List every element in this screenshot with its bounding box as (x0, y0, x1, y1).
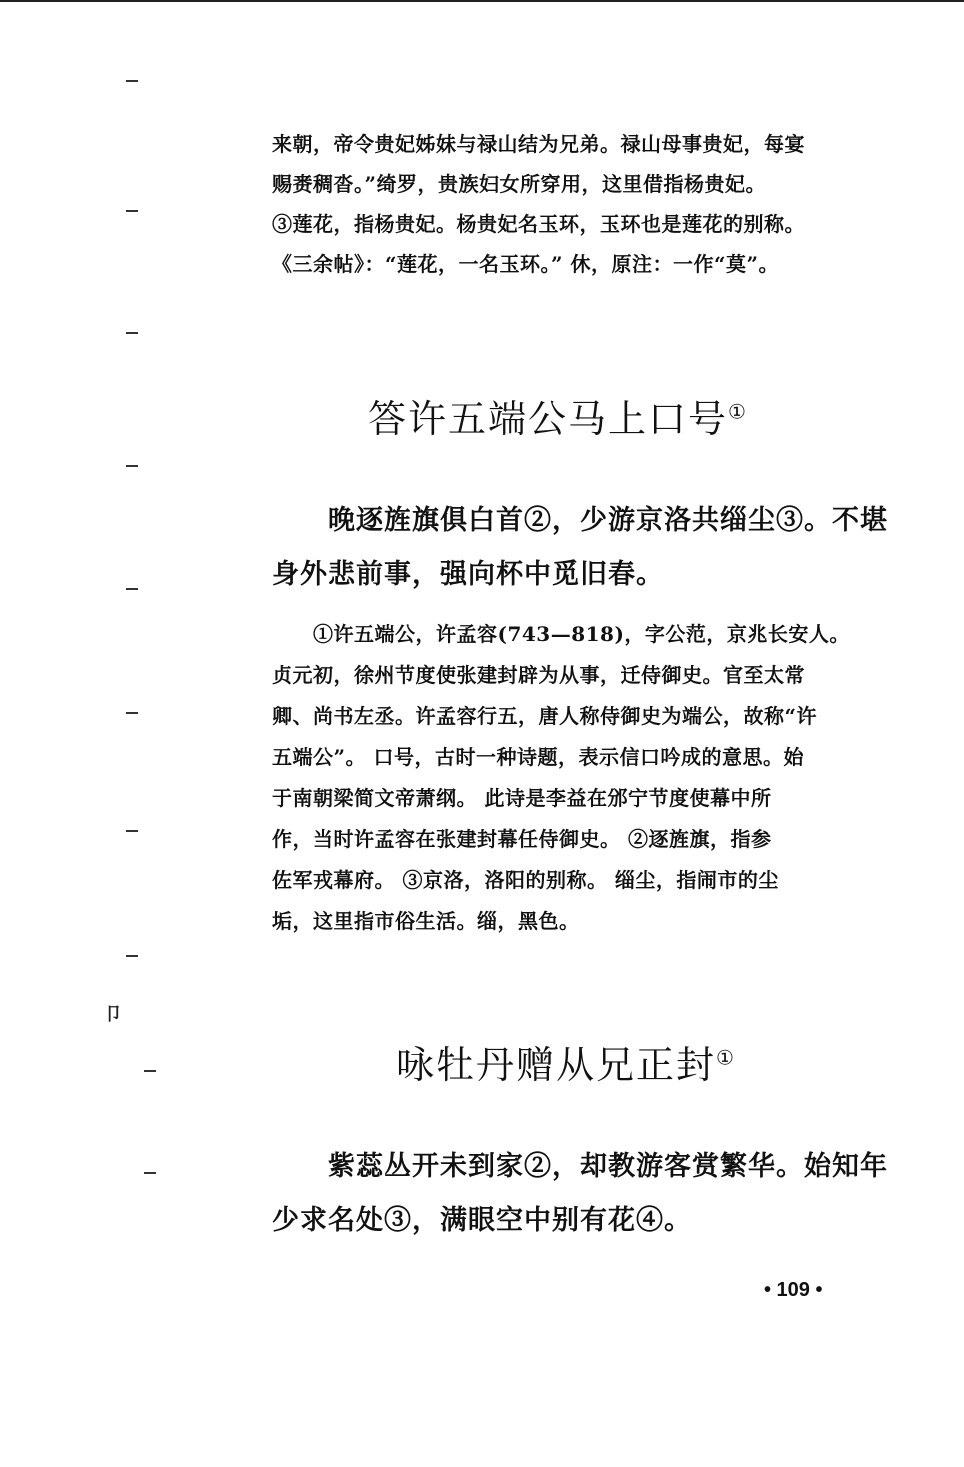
note-line: 《三余帖》：“莲花，一名玉环。” 休，原注：一作“莫”。 (272, 252, 779, 276)
poem-line: 紫蕊丛开未到家②，却教游客赏繁华。始知年 (272, 1151, 888, 1182)
page-number: • 109 • (764, 1279, 823, 1301)
poem2-title (396, 1034, 736, 1089)
poem1-title (368, 388, 748, 443)
margin-mark (126, 588, 138, 590)
note-line: 五端公”。 口号，古时一种诗题，表示信口吟成的意思。始 (272, 745, 804, 769)
margin-mark (126, 210, 138, 212)
note-line: 佐军戎幕府。 ③京洛，洛阳的别称。 缁尘，指闹市的尘 (272, 868, 779, 892)
margin-mark (126, 465, 138, 467)
note-line: ③莲花，指杨贵妃。杨贵妃名玉环，玉环也是莲花的别称。 (272, 212, 805, 236)
top-notes (272, 124, 872, 284)
poem-line: 少求名处③，满眼空中别有花④。 (272, 1205, 692, 1236)
note-line: 垢，这里指市俗生活。缁，黑色。 (272, 909, 580, 933)
poem1-notes (272, 614, 872, 942)
page-top-border (0, 0, 964, 2)
poem-line: 晚逐旌旗俱白首②，少游京洛共缁尘③。不堪 (272, 505, 888, 536)
poem2-title-footnote-mark: ① (716, 1045, 736, 1070)
poem2-title-text: 咏牡丹赠从兄正封 (396, 1043, 717, 1087)
note-line: 卿、尚书左丞。许孟容行五，唐人称侍御史为端公，故称“许 (272, 704, 818, 728)
note-line: 赐赉稠沓。”绮罗，贵族妇女所穿用，这里借指杨贵妃。 (272, 172, 767, 196)
poem-line: 身外悲前事，强向杯中觅旧春。 (272, 559, 664, 590)
margin-mark (144, 1172, 156, 1174)
poem2-body (272, 1140, 888, 1248)
note-line: 于南朝梁简文帝萧纲。 此诗是李益在邠宁节度使幕中所 (272, 786, 772, 810)
margin-mark (126, 332, 138, 334)
note-line: 作，当时许孟容在张建封幕任侍御史。 ②逐旌旗，指参 (272, 827, 772, 851)
note-line: 贞元初，徐州节度使张建封辟为从事，迁侍御史。官至太常 (272, 663, 805, 687)
margin-mark (126, 955, 138, 957)
margin-mark (144, 1070, 156, 1072)
poem1-title-footnote-mark: ① (728, 399, 748, 424)
poem1-title-text: 答许五端公马上口号 (368, 397, 729, 441)
poem1-body (272, 494, 888, 602)
binding-mark: 卩 (104, 1004, 122, 1025)
note-line: ①许五端公，许孟容(743—818)，字公范，京兆长安人。 (272, 622, 850, 646)
note-line: 来朝，帝令贵妃姊妹与禄山结为兄弟。禄山母事贵妃，每宴 (272, 132, 805, 156)
margin-mark (126, 80, 138, 82)
margin-mark (126, 830, 138, 832)
margin-mark (126, 712, 138, 714)
